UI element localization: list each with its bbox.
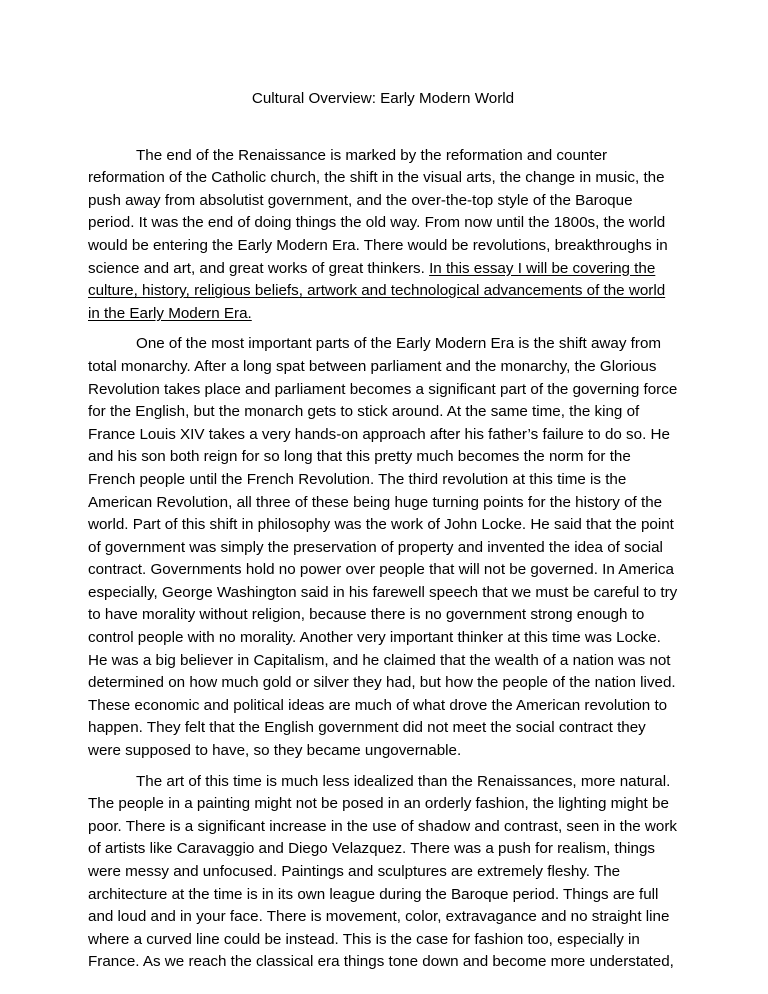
paragraph-history: One of the most important parts of the Early Modern Era is the shift away from total monarchy. After a long spat between parliament and the monarchy, the Glorious Revolution takes place and parliament becomes a significant part of the governing force for the English, but the monarch gets to stick around. At the same time, the king of France Louis XIV takes a very hands-on approach after his father’s failure to do so. He and his son both reign for so long that this pretty much becomes the norm for the French people until the French Revolution. The third revolution at this time is the American Revolution, all three of these being huge turning points for the history of the world. Part of this shift in philosophy was the work of John Locke. He said that the point of government was simply the preservation of property and invented the idea of social contract. Governments hold no power over people that will not be governed. In America especially, George Washington said in his farewell speech that we must be careful to try to have morality without religion, because there is no government strong enough to control people with no morality. Another very important thinker at this time was Locke. He was a big believer in Capitalism, and he claimed that the wealth of a nation was not determined on how much gold or silver they had, but how the people of the nation lived. These economic and political ideas are much of what drove the American revolution to happen. They felt that the English government did not meet the social contract they were supposed to have, so they became ungovernable.	[88, 335, 678, 760]
document-title: Cultural Overview: Early Modern World	[251, 90, 515, 107]
paragraph-art: The art of this time is much less idealized than the Renaissances, more natural. The people in a painting might not be posed in an orderly fashion, the lighting might be poor. There is a significant increase in the use of shadow and contrast, seen in the work of artists like Caravaggio and Diego Velazquez. There was a push for realism, things were messy and unfocused. Paintings and sculptures are extremely fleshy. The architecture at the time is in its own league during the Baroque period. Things are full and loud and in your face. There is movement, color, extravagance and no straight line where a curved line could be instead. This is the case for fashion too, especially in France. As we reach the classical era things tone down and become more understated,	[88, 772, 677, 971]
paragraph-intro-text: The end of the Renaissance is marked by the reformation and counter reformation of the Catholic church, the shift in the visual arts, the change in music, the push away from absolutist government, and the over-the-top style of the Baroque period. It was the end of doing things the old way. From now until the 1800s, the world would be entering the Early Modern Era. There would be revolutions, breakthroughs in science and art, and great works of great thinkers.	[88, 146, 668, 277]
thesis-statement: In this essay I will be covering the culture, history, religious beliefs, artwork and technological advancements of the world in the Early Modern Era.	[88, 259, 666, 322]
paragraph-intro	[88, 145, 678, 326]
document-page	[88, 88, 678, 982]
